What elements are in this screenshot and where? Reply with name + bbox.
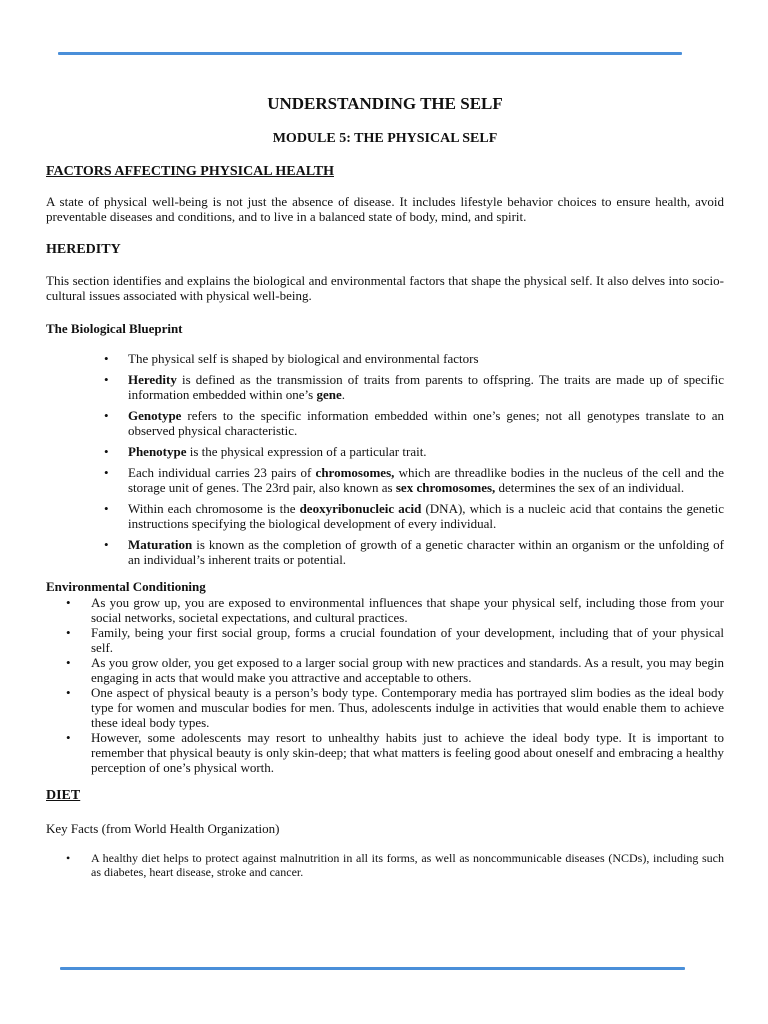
list-item: • As you grow up, you are exposed to environmental influences that shape your physical self, including those from your social networks, societal expectations, and cultural practices.	[46, 595, 724, 625]
heredity-heading: HEREDITY	[46, 242, 121, 257]
list-item: • Family, being your first social group, forms a crucial foundation of your development, including that of your physical self.	[46, 625, 724, 655]
list-item: • The physical self is shaped by biological and environmental factors	[46, 351, 724, 366]
factors-heading: FACTORS AFFECTING PHYSICAL HEALTH	[46, 164, 334, 179]
list-item: • A healthy diet helps to protect against malnutrition in all its forms, as well as noncommunicable diseases (NCDs), including such as diabetes, heart disease, stroke and cancer.	[46, 851, 724, 879]
top-blue-rule	[58, 52, 682, 55]
environment-list	[46, 595, 724, 775]
list-item: • Genotype refers to the specific information embedded within one’s genes; not all genotypes translate to an observed physical characteristic.	[46, 408, 724, 438]
list-item: • Each individual carries 23 pairs of chromosomes, which are threadlike bodies in the nucleus of the cell and the storage unit of genes. The 23rd pair, also known as sex chromosomes, determines the sex of an individual.	[46, 465, 724, 495]
list-item: • As you grow older, you get exposed to a larger social group with new practices and standards. As a result, you may begin engaging in acts that would make you attractive and acceptable to others.	[46, 655, 724, 685]
key-facts-line: Key Facts (from World Health Organization)	[46, 821, 280, 836]
environment-heading: Environmental Conditioning	[46, 579, 206, 594]
heredity-paragraph: This section identifies and explains the biological and environmental factors that shape the physical self. It also delves into socio-cultural issues associated with physical well-being.	[46, 273, 724, 303]
document-title: UNDERSTANDING THE SELF	[267, 94, 503, 113]
blueprint-list	[46, 351, 724, 567]
list-item: • Heredity is defined as the transmission of traits from parents to offspring. The traits are made up of specific information embedded within one’s gene.	[46, 372, 724, 402]
diet-heading: DIET	[46, 788, 81, 803]
document-body	[46, 94, 724, 879]
list-item: • However, some adolescents may resort to unhealthy habits just to achieve the ideal body type. It is important to remember that physical beauty is only skin-deep; that what matters is feeling good about oneself and embracing a healthy perception of one’s physical worth.	[46, 730, 724, 775]
module-title: MODULE 5: THE PHYSICAL SELF	[272, 131, 498, 146]
list-item: • Maturation is known as the completion of growth of a genetic character within an organism or the unfolding of an individual’s inherent traits or potential.	[46, 537, 724, 567]
bottom-blue-rule	[60, 967, 685, 970]
list-item: • Within each chromosome is the deoxyribonucleic acid (DNA), which is a nucleic acid that contains the genetic instructions specifying the biological development of every individual.	[46, 501, 724, 531]
diet-list	[46, 851, 724, 879]
blueprint-heading: The Biological Blueprint	[46, 321, 183, 336]
list-item: • One aspect of physical beauty is a person’s body type. Contemporary media has portrayed slim bodies as the ideal body type for women and muscular bodies for men. Thus, adolescents indulge in activities that would enable them to achieve these ideal body types.	[46, 685, 724, 730]
factors-paragraph: A state of physical well-being is not just the absence of disease. It includes lifestyle behavior choices to ensure health, avoid preventable diseases and conditions, and to live in a balanced state of body, mind, and spirit.	[46, 194, 724, 224]
list-item: • Phenotype is the physical expression of a particular trait.	[46, 444, 724, 459]
